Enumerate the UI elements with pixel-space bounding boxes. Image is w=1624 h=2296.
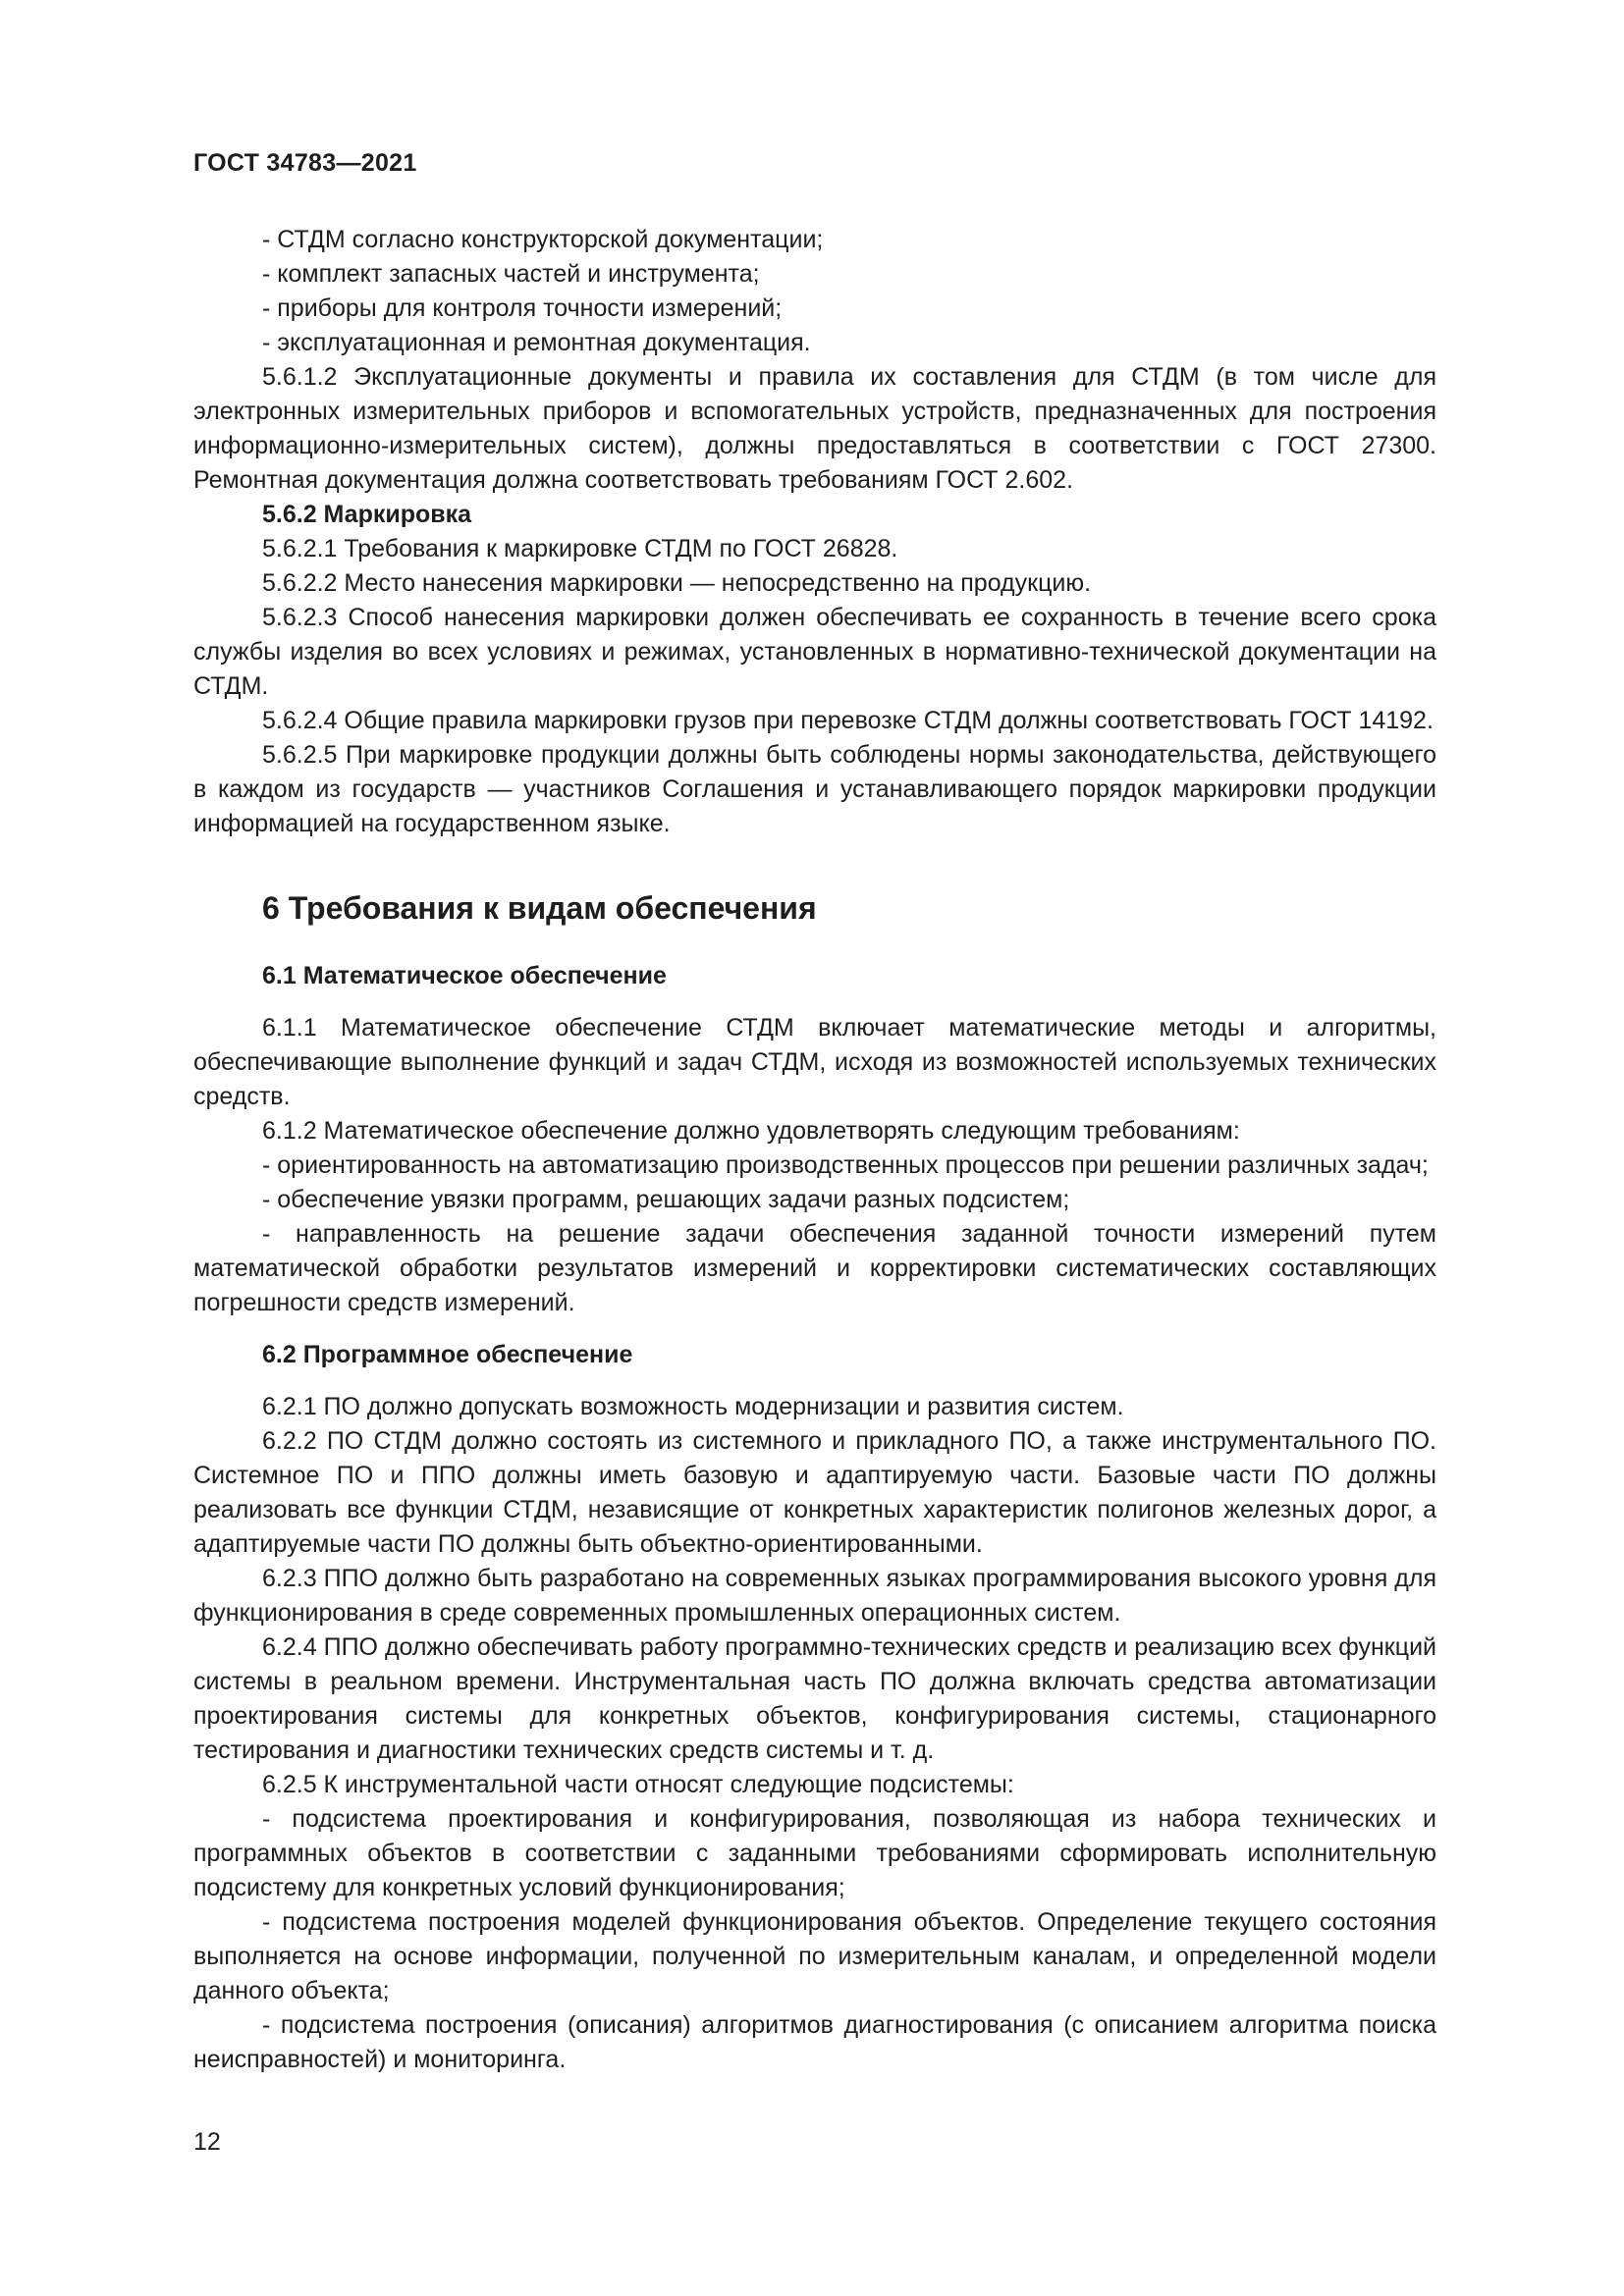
document-body [193,223,1436,2077]
paragraph-6-2-4: 6.2.4 ППО должно обеспечивать работу программно-технических средств и реализацию всех функций системы в реальном времени. Инструментальная часть ПО должна включать средства автоматизации проектирования системы для конкретных объектов, конфигурирования системы, стационарного тестирования и диагностики технических средств системы и т. д. [193,1633,1436,1764]
paragraph-5-6-2-3: 5.6.2.3 Способ нанесения маркировки должен обеспечивать ее сохранность в течение всего срока службы изделия во всех условиях и режимах, установленных в нормативно-технической документации на СТДМ. [193,604,1436,700]
paragraph-6-2-2: 6.2.2 ПО СТДМ должно состоять из системного и прикладного ПО, а также инструментального ПО. Системное ПО и ППО должны иметь базовую и адаптируемую части. Базовые части ПО должны реализовать все функции СТДМ, независящие от конкретных характеристик полигонов железных дорог, а адаптируемые части ПО должны быть объектно-ориентированными. [193,1427,1436,1558]
paragraph-6-2-3: 6.2.3 ППО должно быть разработано на современных языках программирования высокого уровня для функционирования в среде современных промышленных операционных систем. [193,1565,1436,1627]
section-6-title: 6 Требования к видам обеспечения [262,890,817,926]
document-header: ГОСТ 34783—2021 [193,149,417,177]
paragraph-5-6-2-1: 5.6.2.1 Требования к маркировке СТДМ по ГОСТ 26828. [262,535,898,562]
paragraph-6-1-2: 6.1.2 Математическое обеспечение должно удовлетворять следующим требованиям: [262,1117,1240,1145]
list-item: - подсистема проектирования и конфигурирования, позволяющая из набора технических и программных объектов в соответствии с заданными требованиями сформировать исполнительную подсистему для конкретных условий функционирования; [193,1805,1436,1901]
paragraph-5-6-2-2: 5.6.2.2 Место нанесения маркировки — непосредственно на продукцию. [262,569,1092,597]
list-item: - ориентированность на автоматизацию производственных процессов при решении различных задач; [262,1151,1429,1179]
heading-5-6-2: 5.6.2 Маркировка [262,501,472,528]
paragraph-5-6-2-4: 5.6.2.4 Общие правила маркировки грузов при перевозке СТДМ должны соответствовать ГОСТ 14192. [262,707,1434,734]
list-item: - приборы для контроля точности измерений; [262,294,783,322]
heading-6-2: 6.2 Программное обеспечение [262,1341,633,1368]
paragraph-6-2-1: 6.2.1 ПО должно допускать возможность модернизации и развития систем. [262,1393,1124,1420]
page-number: 12 [193,2128,221,2156]
paragraph-6-2-5: 6.2.5 К инструментальной части относят следующие подсистемы: [262,1771,1014,1798]
paragraph-5-6-2-5: 5.6.2.5 При маркировке продукции должны быть соблюдены нормы законодательства, действующего в каждом из государств — участников Соглашения и устанавливающего порядок маркировки продукции информацией на государственном языке. [193,741,1436,837]
paragraph-6-1-1: 6.1.1 Математическое обеспечение СТДМ включает математические методы и алгоритмы, обеспечивающие выполнение функций и задач СТДМ, исходя из возможностей используемых технических средств. [193,1014,1436,1110]
list-item: - обеспечение увязки программ, решающих задачи разных подсистем; [262,1186,1070,1213]
list-item: - эксплуатационная и ремонтная документация. [262,329,811,356]
list-item: - подсистема построения моделей функционирования объектов. Определение текущего состояния выполняется на основе информации, полученной по измерительным каналам, и определенной модели данного объекта; [193,1908,1436,2004]
paragraph-5-6-1-2: 5.6.1.2 Эксплуатационные документы и правила их составления для СТДМ (в том числе для электронных измерительных приборов и вспомогательных устройств, предназначенных для построения информационно-измерительных систем), должны предоставляться в соответствии с ГОСТ 27300. Ремонтная документация должна соответствовать требованиям ГОСТ 2.602. [193,363,1436,494]
list-item: - комплект запасных частей и инструмента; [262,260,760,288]
list-item: - подсистема построения (описания) алгоритмов диагностирования (с описанием алгоритма поиска неисправностей) и мониторинга. [193,2011,1436,2073]
heading-6-1: 6.1 Математическое обеспечение [262,962,667,989]
list-item: - направленность на решение задачи обеспечения заданной точности измерений путем математической обработки результатов измерений и корректировки систематических составляющих погрешности средств измерений. [193,1220,1436,1316]
list-item: - СТДМ согласно конструкторской документации; [262,226,824,253]
